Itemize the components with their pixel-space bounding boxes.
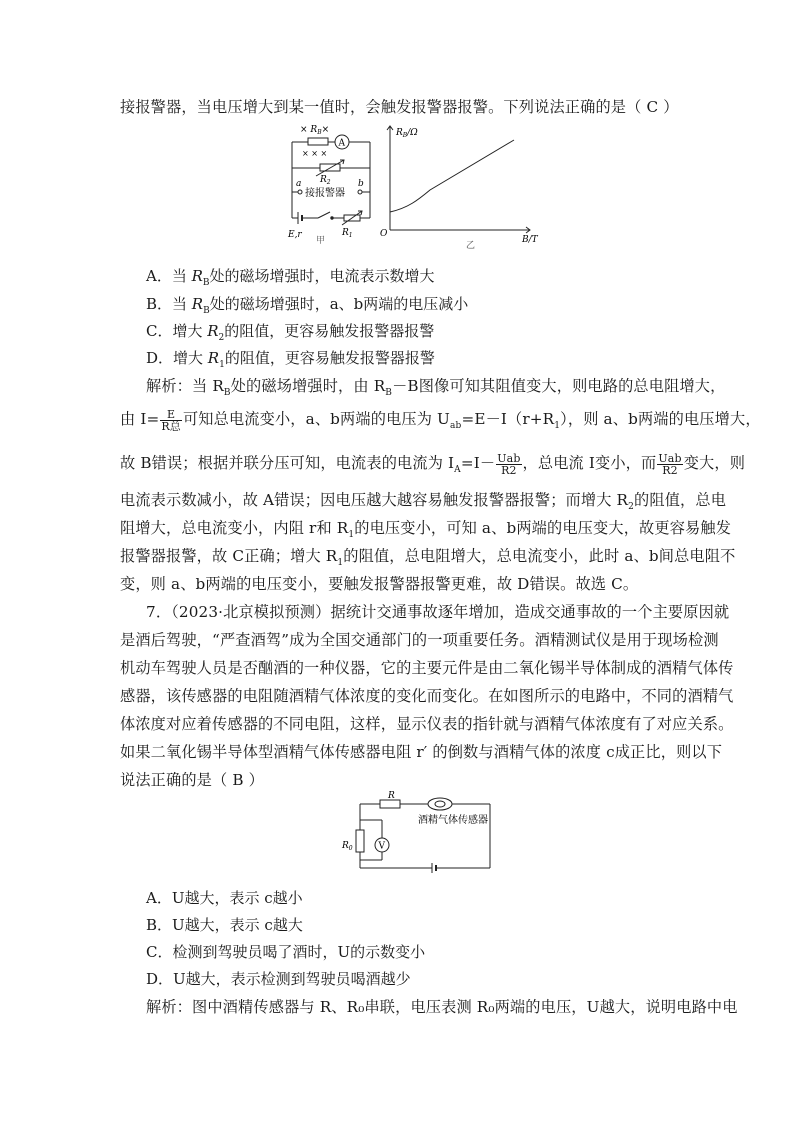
circuit-diagram-jia — [280, 120, 380, 245]
q7-line-1: 7．（2023·北京模拟预测）据统计交通事故逐年增加，造成交通事故的一个主要原因就 — [146, 603, 730, 621]
sensor-label: 酒精气体传感器 — [418, 815, 488, 826]
caption-jia: 甲 — [316, 236, 326, 245]
q6-analysis-line-7: 变，则 a、b两端的电压变小，要触发报警器报警更难，故 D错误。故选 C。 — [120, 575, 639, 593]
q6-analysis-line-1: 解析：当 $R_B$处的磁场增强时，由 $R_B-B$图像可知其阻值变大，则电路的总电阻增大， — [146, 377, 726, 399]
q6-option-c: C．增大 $R_2$的阻值，更容易触发报警器报警 — [146, 322, 435, 343]
q7-option-d: D．U越大，表示检测到驾驶员喝酒越少 — [146, 970, 411, 988]
q6-analysis-line-4: 电流表示数减小，故 A错误；因电压越大越容易触发报警器报警；而增大 $R_2$的阻值，总电 — [120, 491, 727, 513]
graph-ylabel: $R_B/\Omega$ — [396, 128, 418, 139]
q7-line-5: 体浓度对应着传感器的不同电阻，这样，显示仪表的指针就与酒精气体浓度有了对应关系。 — [120, 715, 734, 733]
alarm-label: 接报警器 — [305, 188, 345, 199]
graph-xlabel: B/T — [522, 235, 538, 245]
voltmeter-label: V — [378, 841, 385, 852]
r2-label: $R_2$ — [320, 175, 331, 186]
er-label: E,r — [288, 230, 302, 240]
magnetic-field-crosses: × × × — [302, 149, 328, 158]
q6-analysis-line-3: 故 B错误；根据并联分压可知，电流表的电流为 $I_A=I-$ $\frac{\text{Uab}}{R2}$ ，总电流 I变小，而 $\frac{\text{Uab}}{R2}$ 变大，则 — [120, 451, 746, 477]
q7-option-b: B．U越大，表示 c越大 — [146, 916, 303, 934]
a-label: a — [296, 179, 302, 189]
r1-label: $R_1$ — [342, 228, 353, 239]
q7-line-6: 如果二氧化锡半导体型酒精气体传感器电阻 r′ 的倒数与酒精气体的浓度 c成正比，则以下 — [120, 743, 723, 761]
q7-analysis-line-1: 解析：图中酒精传感器与 R、R₀串联，电压表测 R₀两端的电压，U越大，说明电路中电 — [146, 998, 738, 1016]
q6-option-d: D．增大 $R_1$的阻值，更容易触发报警器报警 — [146, 349, 435, 370]
graph-origin: O — [380, 229, 388, 239]
q7-option-c: C．检测到驾驶员喝了酒时，U的示数变小 — [146, 943, 426, 961]
q6-analysis-line-6: 报警器报警，故 C正确；增大 $R_1$的阻值，总电阻增大，总电流变小，此时 a、b间总电阻不 — [120, 547, 736, 569]
q6-analysis-line-5: 阻增大，总电流变小，内阻 r和 $R_1$的电压变小，可知 a、b两端的电压变大，故更容易触发 — [120, 519, 732, 541]
r-label: R — [388, 791, 395, 801]
caption-yi: 乙 — [466, 241, 476, 251]
q6-option-a: A．当 $R_B$处的磁场增强时，电流表示数增大 — [146, 267, 435, 288]
q7-line-3: 机动车驾驶人员是否酗酒的一种仪器，它的主要元件是由二氧化锡半导体制成的酒精气体传 — [120, 659, 734, 677]
q7-line-2: 是酒后驾驶，“严查酒驾”成为全国交通部门的一项重要任务。酒精测试仪是用于现场检测 — [120, 631, 719, 649]
alcohol-sensor-circuit — [340, 790, 500, 880]
q7-option-a: A．U越大，表示 c越小 — [146, 889, 303, 907]
rb-label: × $R_B\times$ — [300, 125, 330, 136]
rb-b-graph-yi — [380, 120, 540, 252]
q7-line-7: 说法正确的是（ B ） — [120, 771, 264, 789]
ammeter-label: A — [338, 138, 345, 149]
q6-option-b: B．当 $R_B$处的磁场增强时，a、b两端的电压减小 — [146, 295, 469, 316]
q7-line-4: 感器，该传感器的电阻随酒精气体浓度的变化而变化。在如图所示的电路中，不同的酒精气 — [120, 687, 734, 705]
b-label: b — [358, 179, 364, 189]
q6-analysis-line-2: 由 I= $\frac{E}{\text{R总}}$ 可知总电流变小，a、b两端的电压为 $U_{ab}=E-I(r+R_1)$，则 a、b两端的电压增大， — [120, 407, 761, 433]
r0-label: $R_0$ — [342, 841, 353, 852]
q6-intro: 接报警器，当电压增大到某一值时，会触发报警器报警。下列说法正确的是（ C ） — [120, 98, 679, 116]
